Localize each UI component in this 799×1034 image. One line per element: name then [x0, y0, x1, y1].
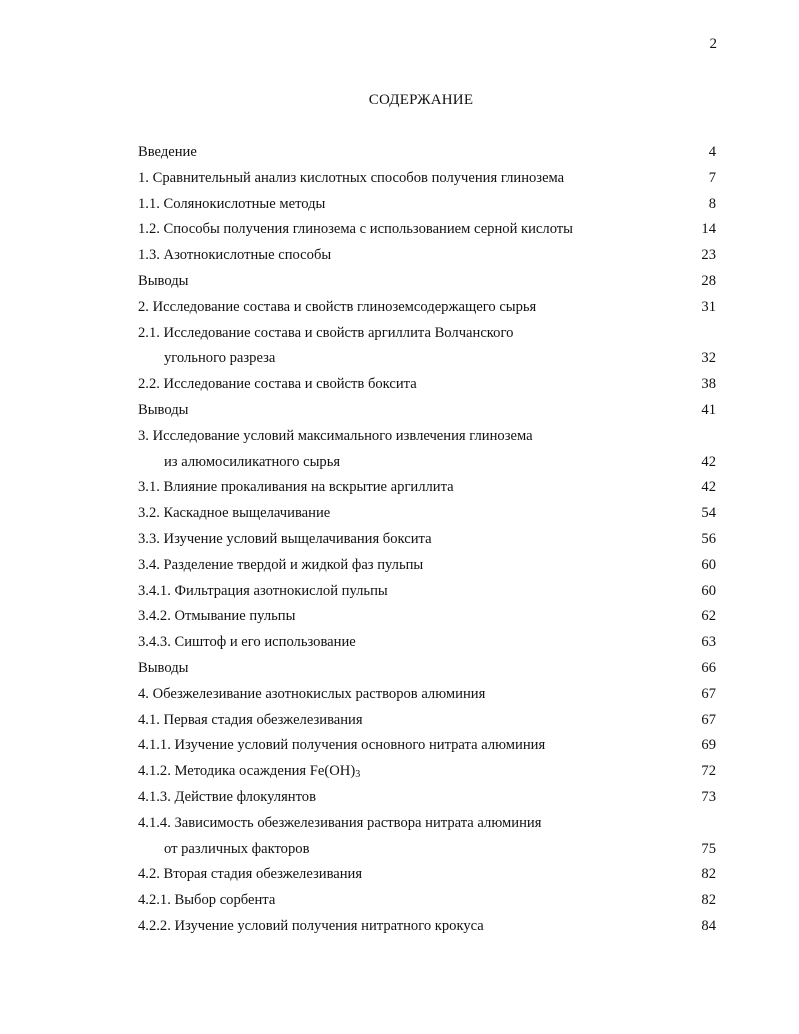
toc-entry-page: 60: [701, 556, 716, 573]
toc-entry-page: 41: [701, 401, 716, 418]
toc-entry: [138, 477, 716, 503]
toc-entry-page: 84: [701, 917, 716, 934]
toc-entry-page: 60: [701, 582, 716, 599]
toc-entry: [138, 658, 716, 684]
toc-entry: [138, 581, 716, 607]
toc-entry-title: 4.1.2. Методика осаждения $Fe(OH)_3$: [138, 763, 361, 781]
toc-entry-title: 1. Сравнительный анализ кислотных способов получения глинозема: [138, 169, 565, 186]
toc-entry: [138, 529, 716, 555]
toc-entry: [138, 555, 716, 581]
toc-entry-title: 2.1. Исследование состава и свойств аргиллита Волчанского: [138, 324, 514, 341]
toc-entry-title: угольного разреза: [164, 350, 276, 367]
toc-entry: [138, 890, 716, 916]
toc-entry-page: 67: [701, 711, 716, 728]
toc-entry-title: 4. Обезжелезивание азотнокислых растворов алюминия: [138, 685, 486, 702]
toc-entry: [138, 710, 716, 736]
table-of-contents: [138, 142, 716, 942]
toc-entry: [138, 323, 716, 349]
toc-entry: [138, 864, 716, 890]
toc-entry: [138, 400, 716, 426]
toc-entry-title: 4.1.1. Изучение условий получения основного нитрата алюминия: [138, 737, 546, 754]
toc-entry-page: 67: [701, 685, 716, 702]
toc-entry-page: 56: [701, 530, 716, 547]
toc-entry-title: 1.1. Солянокислотные методы: [138, 195, 326, 212]
toc-entry-page: 73: [701, 788, 716, 805]
toc-entry-title: 3. Исследование условий максимального извлечения глинозема: [138, 427, 533, 444]
toc-entry: [138, 503, 716, 529]
toc-entry-title: 1.2. Способы получения глинозема с использованием серной кислоты: [138, 221, 573, 238]
toc-entry-title: 4.1.3. Действие флокулянтов: [138, 788, 316, 805]
toc-entry-title: 3.4.2. Отмывание пульпы: [138, 608, 296, 625]
toc-entry-page: 75: [701, 840, 716, 857]
toc-entry-page: 8: [708, 195, 716, 212]
toc-entry: [138, 194, 716, 220]
toc-entry-page: 42: [701, 479, 716, 496]
toc-entry-title: Выводы: [138, 401, 189, 418]
toc-entry-title: 4.2. Вторая стадия обезжелезивания: [138, 866, 363, 883]
toc-entry: [138, 813, 716, 839]
page-title: СОДЕРЖАНИЕ: [368, 92, 474, 108]
toc-entry-title: Выводы: [138, 272, 189, 289]
toc-entry-page: 82: [701, 866, 716, 883]
toc-entry-title: 3.4.3. Сиштоф и его использование: [138, 634, 356, 651]
toc-entry-title: 4.2.1. Выбор сорбента: [138, 892, 276, 909]
toc-entry-title: из алюмосиликатного сырья: [164, 453, 341, 470]
toc-entry-page: 14: [701, 221, 716, 238]
toc-entry: [138, 452, 716, 478]
toc-entry: [138, 787, 716, 813]
toc-entry: [138, 168, 716, 194]
toc-entry-page: 23: [701, 247, 716, 264]
toc-entry-page: 66: [701, 659, 716, 676]
toc-entry-title: 3.2. Каскадное выщелачивание: [138, 505, 331, 522]
toc-entry-page: 32: [701, 350, 716, 367]
toc-entry-page: 31: [701, 298, 716, 315]
toc-entry-page: 7: [708, 169, 716, 186]
toc-entry: [138, 426, 716, 452]
toc-entry: [138, 374, 716, 400]
toc-entry: [138, 297, 716, 323]
toc-entry: [138, 606, 716, 632]
toc-entry-page: 38: [701, 376, 716, 393]
toc-entry-page: 63: [701, 634, 716, 651]
toc-entry-page: 42: [701, 453, 716, 470]
toc-entry: [138, 632, 716, 658]
toc-entry-title: 4.1.4. Зависимость обезжелезивания раствора нитрата алюминия: [138, 814, 542, 831]
toc-entry-title: 4.2.2. Изучение условий получения нитратного крокуса: [138, 917, 484, 934]
toc-entry: [138, 271, 716, 297]
toc-entry-page: 28: [701, 272, 716, 289]
toc-entry-title: 3.4. Разделение твердой и жидкой фаз пульпы: [138, 556, 424, 573]
toc-entry-title: от различных факторов: [164, 840, 310, 857]
toc-entry-title: 3.1. Влияние прокаливания на вскрытие аргиллита: [138, 479, 454, 496]
toc-entry-title: 3.4.1. Фильтрация азотнокислой пульпы: [138, 582, 388, 599]
toc-entry: [138, 142, 716, 168]
toc-entry: [138, 761, 716, 787]
toc-entry: [138, 348, 716, 374]
toc-entry: [138, 735, 716, 761]
toc-entry-page: 82: [701, 892, 716, 909]
toc-entry: [138, 916, 716, 942]
page-number: 2: [709, 36, 717, 52]
toc-entry-page: 69: [701, 737, 716, 754]
toc-entry-title: 3.3. Изучение условий выщелачивания боксита: [138, 530, 432, 547]
toc-entry-title: 2. Исследование состава и свойств глиноземсодержащего сырья: [138, 298, 537, 315]
toc-entry-page: 54: [701, 505, 716, 522]
toc-entry-title: 4.1. Первая стадия обезжелезивания: [138, 711, 363, 728]
toc-entry: [138, 684, 716, 710]
toc-entry: [138, 219, 716, 245]
toc-entry-title: Введение: [138, 144, 197, 160]
toc-entry: [138, 245, 716, 271]
toc-entry-page: 62: [701, 608, 716, 625]
toc-entry-title: 2.2. Исследование состава и свойств боксита: [138, 376, 417, 393]
toc-entry: [138, 839, 716, 865]
toc-entry-page: 72: [701, 763, 716, 780]
toc-entry-title: 1.3. Азотнокислотные способы: [138, 247, 332, 264]
toc-entry-title: Выводы: [138, 659, 189, 676]
toc-entry-page: 4: [708, 144, 716, 160]
